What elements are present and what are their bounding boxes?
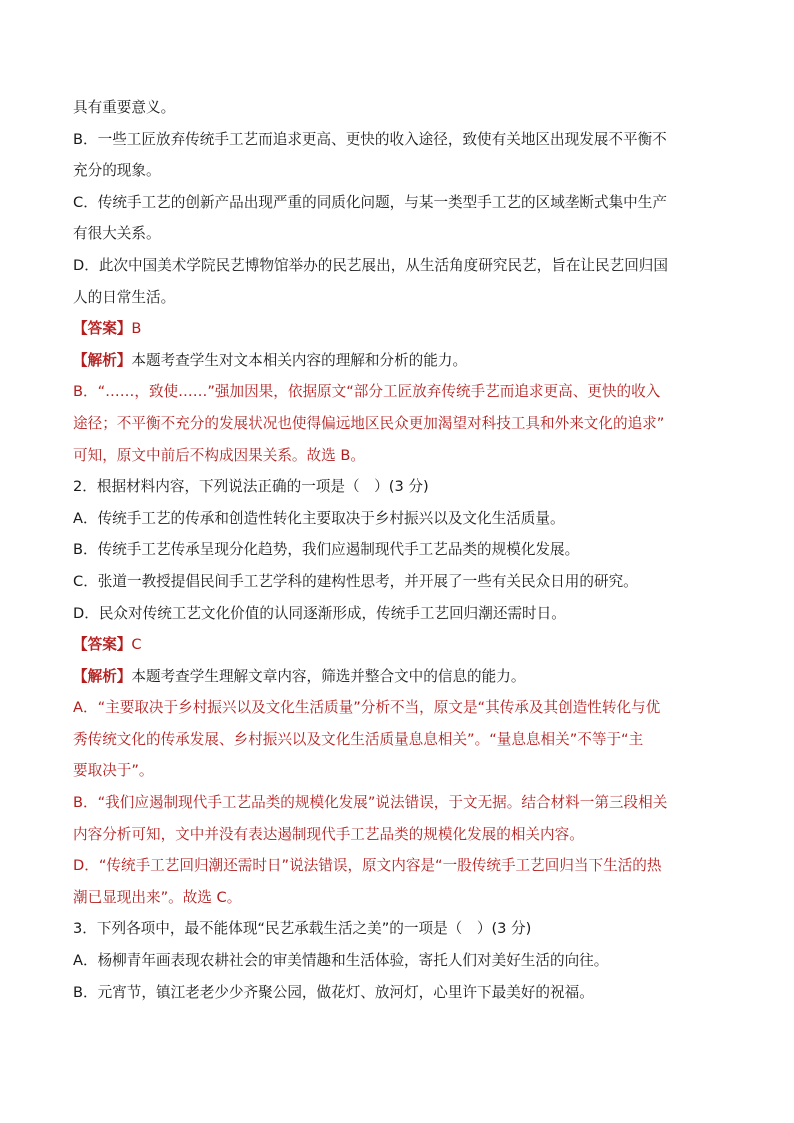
q2-option-b: B．传统手工艺传承呈现分化趋势，我们应遏制现代手工艺品类的规模化发展。 (73, 541, 580, 559)
q2-option-a: A．传统手工艺的传承和创造性转化主要取决于乡村振兴以及文化生活质量。 (73, 509, 565, 527)
q2-option-d: D．民众对传统工艺文化价值的认同逐渐形成，传统手工艺回归潮还需时日。 (73, 604, 566, 622)
q1-explanation-line1: B．“……，致使……”强加因果，依据原文“部分工匠放弃传统手艺而追求更高、更快的收入 (73, 383, 661, 401)
q1-answer (73, 313, 723, 345)
page-content (73, 92, 723, 1008)
answer-value: C (131, 636, 142, 654)
q2-explanation-a-line2: 秀传统文化的传承发展、乡村振兴以及文化生活质量息息相关”。“量息息相关”不等于“主 (73, 730, 644, 748)
q3-option-b: B．元宵节，镇江老老少少齐聚公园，做花灯、放河灯，心里许下最美好的祝福。 (73, 983, 594, 1001)
q1-analysis (73, 345, 723, 377)
q2-explanation-d-line1: D．“传统手工艺回归潮还需时日”说法错误，原文内容是“一股传统手工艺回归当下生活的热 (73, 857, 662, 875)
q2-answer (73, 629, 723, 661)
answer-value: B (131, 320, 142, 338)
q2-explanation-b-line1: B．“我们应遏制现代手工艺品类的规模化发展”说法错误，于文无据。结合材料一第三段相关 (73, 794, 668, 812)
q1-option-c-line1: C．传统手工艺的创新产品出现严重的同质化问题，与某一类型手工艺的区域垄断式集中生产 (73, 193, 667, 211)
q3-stem: 3．下列各项中，最不能体现“民艺承载生活之美”的一项是（ ）(3 分) (73, 920, 532, 938)
q2-explanation-b-line2: 内容分析可知，文中并没有表达遏制现代手工艺品类的规模化发展的相关内容。 (73, 825, 584, 843)
q2-analysis (73, 661, 723, 693)
analysis-text: 本题考查学生对文本相关内容的理解和分析的能力。 (131, 351, 468, 369)
q2-explanation-d-line2: 潮已显现出来”。故选 C。 (73, 888, 242, 906)
analysis-text: 本题考查学生理解文章内容，筛选并整合文中的信息的能力。 (131, 667, 526, 685)
q1-option-a-continuation: 具有重要意义。 (73, 99, 176, 116)
answer-tag: 【答案】 (73, 636, 132, 654)
q1-option-b-line2: 充分的现象。 (73, 162, 161, 180)
q1-explanation-line2: 途径；不平衡不充分的发展状况也使得偏远地区民众更加渴望对科技工具和外来文化的追求” (73, 414, 665, 432)
q1-option-b-line1: B．一些工匠放弃传统手工艺而追求更高、更快的收入途径，致使有关地区出现发展不平衡不 (73, 130, 667, 148)
q2-option-c: C．张道一教授提倡民间手工艺学科的建构性思考，并开展了一些有关民众日用的研究。 (73, 572, 638, 590)
q1-option-d-line1: D．此次中国美术学院民艺博物馆举办的民艺展出，从生活角度研究民艺，旨在让民艺回归国 (73, 256, 668, 274)
q2-stem: 2．根据材料内容，下列说法正确的一项是（ ）(3 分) (73, 478, 429, 496)
q1-option-d-line2: 人的日常生活。 (73, 288, 176, 306)
q2-explanation-a-line1: A．“主要取决于乡村振兴以及文化生活质量”分析不当，原文是“其传承及其创造性转化与优 (73, 699, 661, 717)
q1-explanation-line3: 可知，原文中前后不构成因果关系。故选 B。 (73, 446, 365, 464)
analysis-tag: 【解析】 (73, 351, 132, 369)
analysis-tag: 【解析】 (73, 667, 132, 685)
q1-option-c-line2: 有很大关系。 (73, 225, 161, 243)
q2-explanation-a-line3: 要取决于”。 (73, 762, 154, 780)
answer-tag: 【答案】 (73, 320, 132, 338)
q3-option-a: A．杨柳青年画表现农耕社会的审美情趣和生活体验，寄托人们对美好生活的向往。 (73, 952, 609, 970)
